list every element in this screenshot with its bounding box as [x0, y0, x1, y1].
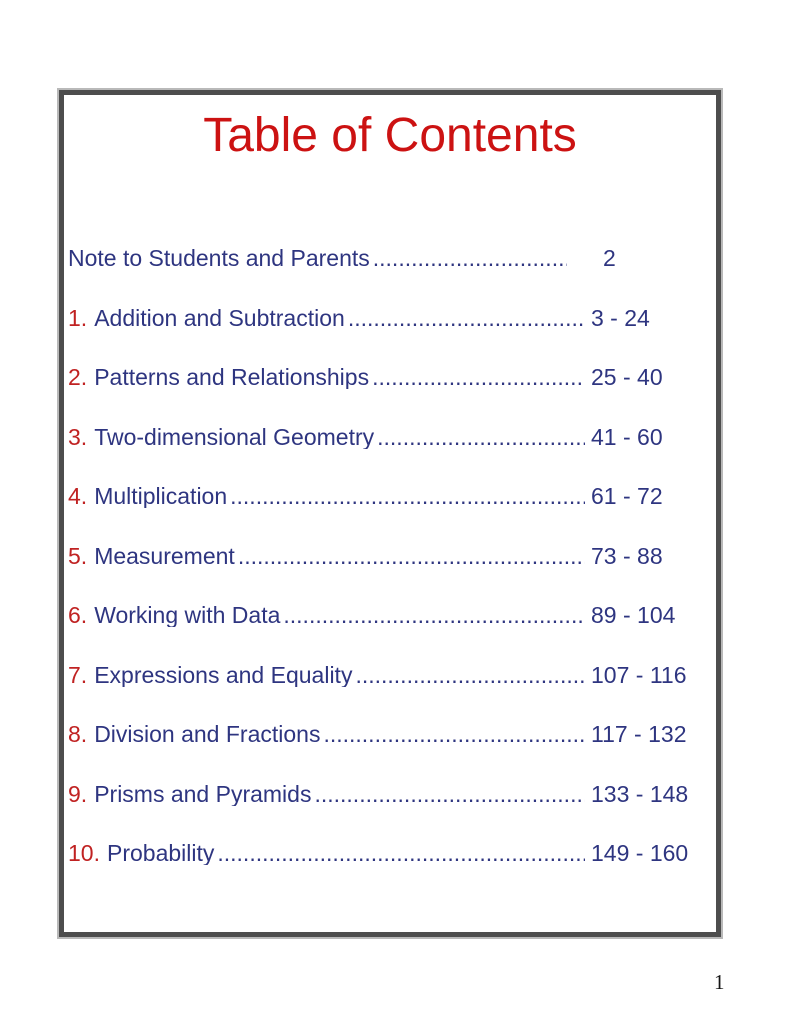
dot-leader	[373, 247, 567, 270]
toc-entry-pages: 149 - 160	[591, 840, 689, 867]
toc-entry	[68, 604, 712, 627]
toc-entry	[68, 247, 712, 270]
toc-entry-lead	[68, 485, 585, 508]
dot-leader	[283, 604, 585, 627]
toc-entry-lead	[68, 664, 585, 687]
toc-entry-title: Working with Data	[94, 604, 281, 628]
toc-entry-title: Patterns and Relationships	[94, 366, 370, 390]
toc-entry	[68, 661, 712, 688]
toc-entry-lead	[68, 842, 585, 865]
toc-entry	[68, 780, 712, 807]
toc-entry-title: Multiplication	[94, 485, 228, 509]
toc-entry-pages: 107 - 116	[591, 661, 687, 688]
toc-entry-number: 2.	[68, 366, 88, 390]
toc-entry-pages: 133 - 148	[591, 780, 689, 807]
dot-leader	[238, 545, 585, 568]
toc-entry-lead	[68, 604, 585, 627]
toc-entry-number: 6.	[68, 604, 88, 628]
toc-entry	[68, 366, 712, 389]
toc-entry	[68, 842, 712, 865]
toc-entry-title: Division and Fractions	[94, 723, 321, 747]
toc-entry-pages: 25 - 40	[591, 364, 663, 391]
toc-entry-number: 10.	[68, 842, 100, 866]
toc-entry	[68, 542, 712, 569]
toc-entry-number: 5.	[68, 544, 88, 568]
toc-entry-lead	[68, 545, 585, 568]
toc-list	[68, 247, 712, 865]
dot-leader	[230, 485, 585, 508]
page-title: Table of Contents	[203, 109, 577, 162]
toc-entry-lead	[68, 723, 585, 746]
dot-leader	[372, 366, 585, 389]
dot-leader	[217, 842, 585, 865]
toc-entry-number: 8.	[68, 723, 88, 747]
toc-entry-title: Measurement	[94, 544, 235, 568]
toc-entry-number: 4.	[68, 485, 88, 509]
toc-entry	[68, 485, 712, 508]
page-number: 1	[714, 970, 725, 994]
toc-entry-pages: 3 - 24	[591, 304, 650, 331]
toc-entry-title: Probability	[106, 842, 215, 866]
dot-leader	[355, 664, 585, 687]
dot-leader	[377, 426, 585, 449]
toc-entry-lead	[68, 247, 567, 270]
toc-entry-title: Note to Students and Parents	[68, 247, 370, 271]
toc-entry	[68, 423, 712, 450]
toc-entry-title: Expressions and Equality	[94, 663, 353, 687]
content-frame	[57, 88, 723, 939]
toc-entry-lead	[68, 307, 585, 330]
toc-entry-number: 1.	[68, 306, 88, 330]
toc-entry-pages: 2	[603, 245, 616, 272]
toc-entry-pages: 73 - 88	[591, 542, 663, 569]
toc-entry	[68, 304, 712, 331]
toc-entry-number: 9.	[68, 782, 88, 806]
toc-entry-number: 7.	[68, 663, 88, 687]
dot-leader	[314, 783, 585, 806]
toc-entry-pages: 89 - 104	[591, 602, 676, 629]
toc-entry-lead	[68, 426, 585, 449]
toc-entry-title: Two-dimensional Geometry	[94, 425, 375, 449]
dot-leader	[348, 307, 585, 330]
toc-entry-pages: 61 - 72	[591, 483, 663, 510]
toc-entry	[68, 723, 712, 746]
toc-entry-lead	[68, 366, 585, 389]
toc-entry-title: Addition and Subtraction	[94, 306, 345, 330]
toc-entry-lead	[68, 783, 585, 806]
toc-entry-title: Prisms and Pyramids	[94, 782, 312, 806]
toc-entry-pages: 117 - 132	[591, 721, 687, 748]
toc-entry-number: 3.	[68, 425, 88, 449]
dot-leader	[323, 723, 585, 746]
toc-entry-pages: 41 - 60	[591, 423, 663, 450]
content-frame-inner	[59, 90, 721, 937]
